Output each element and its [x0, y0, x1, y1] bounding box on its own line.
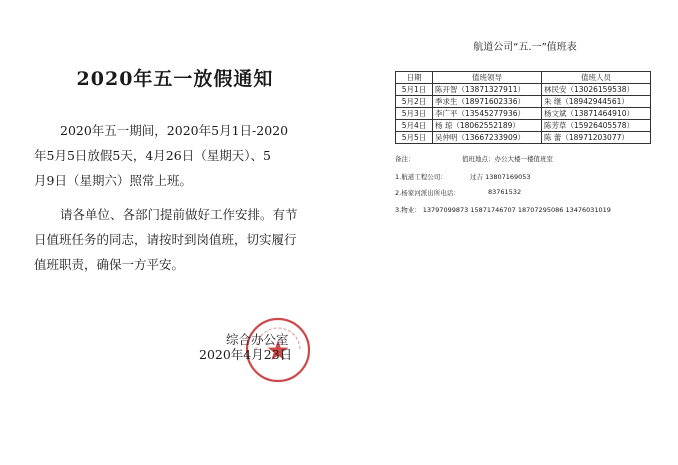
cell-leader: 季求生（18971602336）: [433, 96, 542, 108]
table-row: [396, 120, 651, 132]
paragraph-1-line-3: 月9日（星期六）照常上班。: [34, 173, 192, 188]
duty-location: 值班地点：办公大楼一楼值班室: [462, 155, 553, 163]
cell-date: 5月2日: [396, 96, 433, 108]
cell-leader: 李广平（13545277936）: [433, 108, 542, 120]
header-leader: 值班领导: [433, 72, 542, 84]
cell-date: 5月1日: [396, 84, 433, 96]
table-row: [396, 84, 651, 96]
cell-leader: 陈开智（13871327911）: [433, 84, 542, 96]
header-date: 日期: [396, 72, 433, 84]
table-row: [396, 132, 651, 144]
cell-staff: 陈 蕾（18971203077）: [542, 132, 651, 144]
cell-staff: 林民安（13026159538）: [542, 84, 651, 96]
note-2-label: 2.杨家河派出所电话：: [395, 189, 460, 197]
cell-staff: 朱 继（18942944561）: [542, 96, 651, 108]
table-row: [396, 96, 651, 108]
notice-title: 2020年五一放假通知: [76, 68, 274, 90]
note-3: 3.物业： 13797099873 15871746707 18707295086 13476031019: [395, 206, 611, 214]
cell-date: 5月3日: [396, 108, 433, 120]
cell-date: 5月5日: [396, 132, 433, 144]
duty-schedule-table: [395, 71, 651, 144]
schedule-title: 航道公司“五.一”值班表: [473, 42, 577, 53]
paragraph-2-line-1: 请各单位、各部门提前做好工作安排。有节: [60, 207, 298, 222]
issue-date: 2020年4月23日: [199, 347, 293, 362]
note-1-label: 1.航道工程公司：: [395, 173, 447, 181]
cell-staff: 杨文斌（13871464910）: [542, 108, 651, 120]
cell-leader: 吴仲明（13667233909）: [433, 132, 542, 144]
table-row: [396, 108, 651, 120]
cell-leader: 杨 琼（18062552189）: [433, 120, 542, 132]
note-2-value: 83761532: [488, 188, 522, 196]
notice-paragraph-1: [34, 118, 334, 193]
paragraph-2-line-2: 日值班任务的同志，请按时到岗值班，切实履行: [34, 232, 297, 247]
notice-paragraph-2: [34, 202, 334, 277]
table-header-row: [396, 72, 651, 84]
header-staff: 值班人员: [542, 72, 651, 84]
note-1-value: 过吉 13807169053: [470, 173, 531, 181]
cell-staff: 陈芳草（15926405578）: [542, 120, 651, 132]
cell-date: 5月4日: [396, 120, 433, 132]
paragraph-1-line-2: 年5月5日放假5天，4月26日（星期天）、5: [34, 148, 271, 163]
paragraph-1-line-1: 2020年五一期间，2020年5月1日-2020: [60, 123, 289, 138]
issuing-department: 综合办公室: [226, 332, 289, 347]
remark-label: 备注：: [395, 155, 415, 163]
paragraph-2-line-3: 值班职责，确保一方平安。: [34, 257, 185, 272]
